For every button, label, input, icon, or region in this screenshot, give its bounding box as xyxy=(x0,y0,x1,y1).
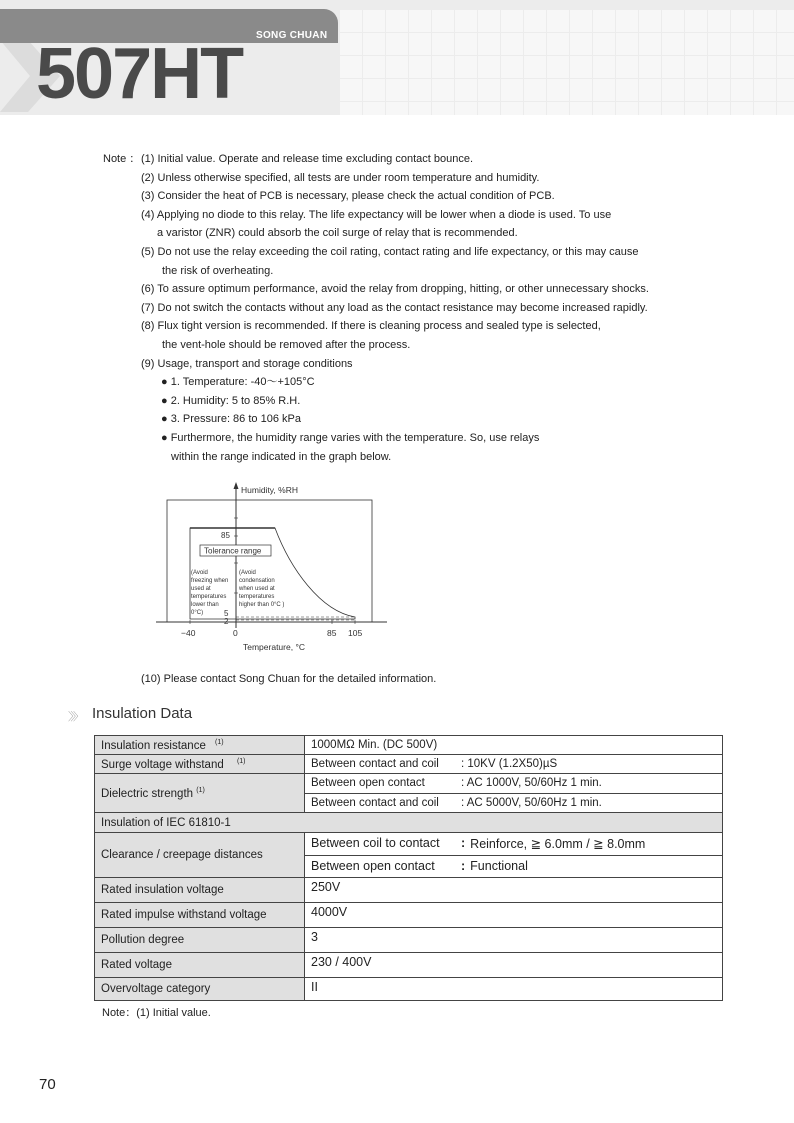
grid-cell xyxy=(777,56,794,78)
grid-cell xyxy=(478,79,500,101)
grid-cell xyxy=(340,10,362,32)
grid-cell xyxy=(409,56,431,78)
x-tick-105: 105 xyxy=(348,628,363,638)
tolerance-label: Tolerance range xyxy=(204,546,262,556)
grid-cell xyxy=(754,79,776,101)
note-line: (5) Do not use the relay exceeding the coil rating, contact rating and life expectancy, or this may cause xyxy=(141,246,639,258)
grid-cell xyxy=(731,33,753,55)
grid-cell xyxy=(386,56,408,78)
grid-cell xyxy=(708,79,730,101)
grid-cell xyxy=(455,56,477,78)
graph-x-label: Temperature, °C xyxy=(243,642,305,652)
grid-cell xyxy=(570,79,592,101)
svg-text:used at: used at xyxy=(191,586,211,592)
grid-cell xyxy=(570,10,592,32)
row-value: : 10KV (1.2X50)µS xyxy=(461,758,558,770)
grid-cell xyxy=(731,10,753,32)
grid-cell xyxy=(570,56,592,78)
grid-cell xyxy=(616,56,638,78)
row-key: Between contact and coil xyxy=(311,796,439,809)
grid-cell xyxy=(616,102,638,115)
table-row: Surge voltage withstand $^{(1)}$ Between contact and coil : 10KV (1.2X50)µS xyxy=(95,755,723,774)
grid-cell xyxy=(386,79,408,101)
grid-cell xyxy=(386,10,408,32)
grid-cell xyxy=(524,102,546,115)
grid-cell xyxy=(386,102,408,115)
grid-cell xyxy=(685,10,707,32)
table-row xyxy=(95,953,723,978)
grid-cell xyxy=(685,79,707,101)
grid-cell xyxy=(409,102,431,115)
grid-cell xyxy=(777,102,794,115)
row-label: Pollution degree xyxy=(95,928,305,953)
grid-cell xyxy=(685,102,707,115)
note-line: the risk of overheating. xyxy=(162,264,274,277)
grid-cell xyxy=(777,79,794,101)
note-line: within the range indicated in the graph below. xyxy=(171,450,392,463)
grid-cell xyxy=(547,56,569,78)
grid-cell xyxy=(501,33,523,55)
row-value: : AC 5000V, 50/60Hz 1 min. xyxy=(461,796,602,809)
model-title: 507HT xyxy=(36,34,243,114)
grid-cell xyxy=(593,10,615,32)
row-value: 4000V xyxy=(305,903,723,928)
grid-cell xyxy=(593,33,615,55)
y-tick-2: 2 xyxy=(224,617,229,626)
grid-cell xyxy=(363,33,385,55)
row-value: Reinforce, ≧ 6.0mm / ≧ 8.0mm xyxy=(470,837,646,852)
grid-cell xyxy=(639,33,661,55)
grid-cell xyxy=(731,56,753,78)
y-tick-85: 85 xyxy=(221,531,230,540)
grid-cell xyxy=(478,33,500,55)
grid-cell xyxy=(708,102,730,115)
grid-cell xyxy=(662,10,684,32)
grid-cell xyxy=(754,33,776,55)
grid-cell xyxy=(455,79,477,101)
grid-cell xyxy=(639,102,661,115)
grid-cell xyxy=(432,79,454,101)
svg-text:(Avoid: (Avoid xyxy=(191,570,208,576)
grid-cell xyxy=(570,102,592,115)
grid-cell xyxy=(708,56,730,78)
row-value: 250V xyxy=(305,878,723,903)
table-row xyxy=(95,978,723,1001)
svg-text:temperatures: temperatures xyxy=(239,594,275,600)
row-value: 230 / 400V xyxy=(305,953,723,978)
section-title: Insulation Data xyxy=(92,705,193,722)
note-line: (3) Consider the heat of PCB is necessary, please check the actual condition of PCB. xyxy=(141,190,555,203)
grid-cell xyxy=(432,56,454,78)
row-label: Clearance / creepage distances xyxy=(95,833,305,878)
svg-text:freezing when: freezing when xyxy=(191,578,229,584)
note-line: ● 3. Pressure: 86 to 106 kPa xyxy=(161,413,301,426)
grid-cell xyxy=(501,10,523,32)
svg-text:higher than 0°C ): higher than 0°C ) xyxy=(239,602,285,608)
svg-text:(Avoid: (Avoid xyxy=(239,570,256,576)
grid-cell xyxy=(616,79,638,101)
note-line: (4) Applying no diode to this relay. The life expectancy will be lower when a diode is used. To use xyxy=(141,208,612,221)
left-note xyxy=(191,570,228,616)
graph-y-label: Humidity, %RH xyxy=(241,485,298,495)
grid-cell xyxy=(777,10,794,32)
grid-cell xyxy=(363,102,385,115)
svg-text:temperatures: temperatures xyxy=(191,594,227,600)
grid-cell xyxy=(570,33,592,55)
page-number: 70 xyxy=(39,1076,56,1093)
grid-cell xyxy=(501,79,523,101)
row-value: 1000MΩ Min. (DC 500V) xyxy=(305,736,723,755)
grid-cell xyxy=(409,33,431,55)
y-tick-5: 5 xyxy=(224,609,229,618)
row-label: Rated voltage xyxy=(95,953,305,978)
grid-cell xyxy=(662,79,684,101)
grid-cell xyxy=(432,10,454,32)
grid-cell xyxy=(409,10,431,32)
notes-prefix: Note ： xyxy=(103,153,141,165)
row-label: Surge voltage withstand xyxy=(101,758,224,771)
grid-cell xyxy=(754,56,776,78)
grid-cell xyxy=(478,56,500,78)
row-key: Between contact and coil xyxy=(311,758,439,770)
grid-cell xyxy=(731,79,753,101)
grid-cell xyxy=(754,10,776,32)
grid-cell xyxy=(639,79,661,101)
grid-cell xyxy=(340,56,362,78)
note-line: ● 1. Temperature: -40～+105°C xyxy=(161,376,315,389)
note-line: (7) Do not switch the contacts without any load as the contact resistance may become increased rapidly. xyxy=(141,301,648,314)
grid-cell xyxy=(593,79,615,101)
grid-cell xyxy=(432,102,454,115)
grid-cell xyxy=(363,10,385,32)
note-line: (6) To assure optimum performance, avoid the relay from dropping, hitting, or other unnecessary shocks. xyxy=(141,283,649,296)
row-label: Dielectric strength xyxy=(101,787,194,800)
grid-cell xyxy=(708,10,730,32)
grid-cell xyxy=(501,56,523,78)
row-label: Overvoltage category xyxy=(95,978,305,1001)
grid-cell xyxy=(639,56,661,78)
row-label: Insulation resistance xyxy=(101,739,206,752)
row-key: Between open contact xyxy=(311,859,435,874)
grid-cell xyxy=(547,33,569,55)
grid-cell xyxy=(363,79,385,101)
grid-cell xyxy=(731,102,753,115)
grid-cell xyxy=(754,102,776,115)
grid-cell xyxy=(386,33,408,55)
table-footnote: Note：(1) Initial value. xyxy=(102,1007,211,1019)
row-value: Functional xyxy=(470,859,528,874)
note-line: (1) Initial value. Operate and release time excluding contact bounce. xyxy=(141,153,474,165)
note-line: ● 2. Humidity: 5 to 85% R.H. xyxy=(161,394,301,407)
note-line-last: (10) Please contact Song Chuan for the detailed information. xyxy=(141,673,437,685)
grid-cell xyxy=(547,10,569,32)
svg-text:when used at: when used at xyxy=(239,586,275,592)
table-row: Insulation resistance $^{(1)}$ 1000MΩ Min. (DC 500V) xyxy=(95,736,723,755)
grid-cell xyxy=(547,102,569,115)
table-row: Clearance / creepage distances Between coil to contact : Reinforce, ≧ 6.0mm / ≧ 8.0mm xyxy=(95,833,723,856)
row-key: Between coil to contact xyxy=(311,836,440,851)
grid-cell xyxy=(455,33,477,55)
grid-cell xyxy=(662,102,684,115)
note-line: (2) Unless otherwise specified, all tests are under room temperature and humidity. xyxy=(141,171,540,184)
grid-cell xyxy=(455,102,477,115)
grid-cell xyxy=(501,102,523,115)
page-header xyxy=(0,0,794,115)
grid-cell xyxy=(524,56,546,78)
grid-cell xyxy=(524,79,546,101)
humidity-temperature-graph xyxy=(150,478,400,658)
note-line: ● Furthermore, the humidity range varies with the temperature. So, use relays xyxy=(161,432,540,444)
grid-cell xyxy=(593,56,615,78)
grid-cell xyxy=(455,10,477,32)
table-row xyxy=(95,903,723,928)
brand-name: SONG CHUAN xyxy=(256,30,328,41)
grid-cell xyxy=(478,10,500,32)
row-value: II xyxy=(305,978,723,1001)
grid-cell xyxy=(547,79,569,101)
grid-cell xyxy=(478,102,500,115)
note-line: (8) Flux tight version is recommended. If there is cleaning process and sealed type is selected, xyxy=(141,320,601,333)
right-note xyxy=(238,570,284,608)
grid-cell xyxy=(593,102,615,115)
table-row: Dielectric strength $^{(1)}$ Between open contact : AC 1000V, 50/60Hz 1 min. xyxy=(95,774,723,794)
table-row: Between open contact : Functional xyxy=(95,855,723,878)
note-line: (9) Usage, transport and storage conditions xyxy=(141,357,353,370)
svg-text:0°C): 0°C) xyxy=(191,610,204,616)
grid-cell xyxy=(524,10,546,32)
svg-text:lower than: lower than xyxy=(191,602,219,608)
note-line: a varistor (ZNR) could absorb the coil surge of relay that is recommended. xyxy=(157,227,518,240)
section-label: Insulation of IEC 61810-1 xyxy=(95,813,723,833)
grid-cell xyxy=(432,33,454,55)
grid-cell xyxy=(685,33,707,55)
x-tick-minus40: −40 xyxy=(181,628,196,638)
table-row xyxy=(95,878,723,903)
grid-cell xyxy=(639,10,661,32)
grid-cell xyxy=(708,33,730,55)
x-tick-0: 0 xyxy=(233,628,238,638)
insulation-table xyxy=(94,735,723,1001)
grid-cell xyxy=(340,102,362,115)
grid-cell xyxy=(363,56,385,78)
row-label: Rated impulse withstand voltage xyxy=(95,903,305,928)
row-value: : AC 1000V, 50/60Hz 1 min. xyxy=(461,777,602,790)
grid-cell xyxy=(340,33,362,55)
table-section-row xyxy=(95,813,723,833)
grid-cell xyxy=(685,56,707,78)
row-key: Between open contact xyxy=(311,777,425,790)
grid-cell xyxy=(662,56,684,78)
grid-cell xyxy=(777,33,794,55)
row-value: 3 xyxy=(305,928,723,953)
row-label: Rated insulation voltage xyxy=(95,878,305,903)
grid-cell xyxy=(616,10,638,32)
grid-cell xyxy=(662,33,684,55)
table-row xyxy=(95,928,723,953)
svg-text:condensation: condensation xyxy=(239,578,275,584)
x-tick-85: 85 xyxy=(327,628,337,638)
note-line: the vent-hole should be removed after the process. xyxy=(162,339,411,351)
grid-cell xyxy=(524,33,546,55)
section-arrow-icon: 〉〉〉 xyxy=(68,711,81,723)
grid-cell xyxy=(616,33,638,55)
grid-cell xyxy=(340,79,362,101)
grid-cell xyxy=(409,79,431,101)
